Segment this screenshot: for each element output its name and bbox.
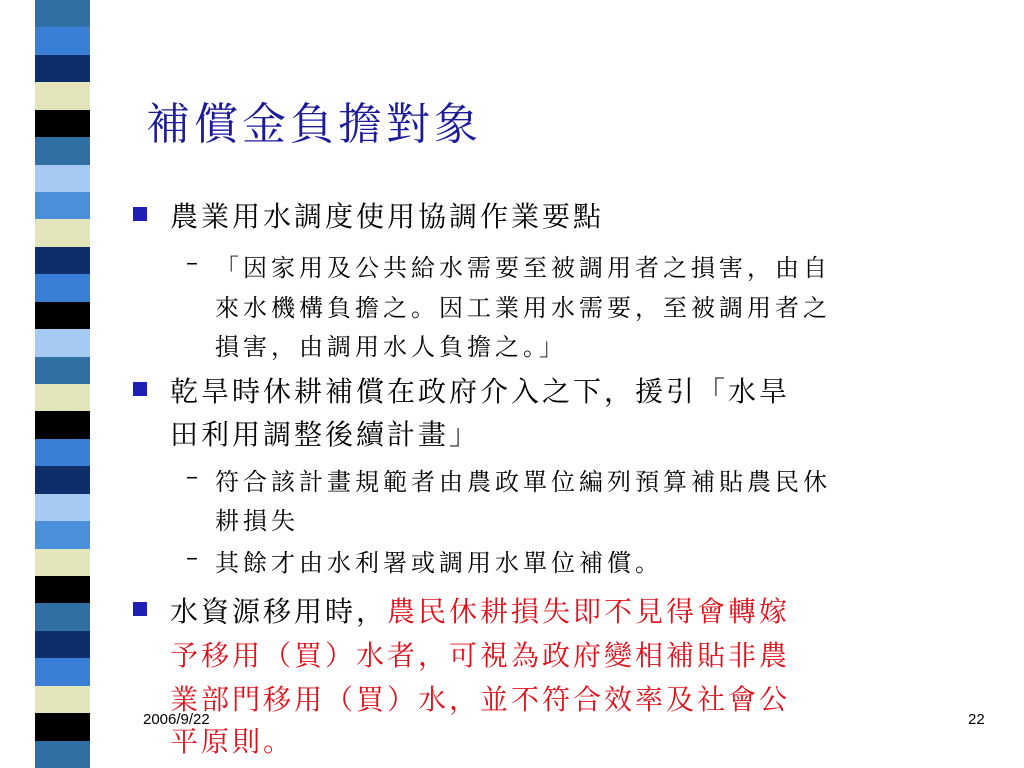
stripe-segment [35, 110, 90, 138]
stripe-segment [35, 55, 90, 83]
bullet-2-line-2: 田利用調整後續計畫」 [170, 418, 481, 451]
bullet-2-line-1: 乾旱時休耕補償在政府介入之下，援引「水旱 [170, 375, 791, 408]
sub-2-1-line-1: 符合該計畫規範者由農政單位編列預算補貼農民休 [215, 468, 831, 496]
sub-1-1-line-3: 損害，由調用水人負擔之。」 [215, 333, 567, 361]
sub-2-2-line-1: 其餘才由水利署或調用水單位補償。 [215, 549, 663, 577]
bullet-3-line-4: 平原則。 [170, 725, 295, 758]
dash-icon: – [186, 248, 198, 276]
stripe-segment [35, 192, 90, 220]
sub-1-1-line-1: 「因家用及公共給水需要至被調用者之損害，由自 [215, 254, 831, 282]
stripe-segment [35, 27, 90, 55]
bullet-square-icon [133, 207, 147, 221]
dash-icon: – [186, 462, 198, 490]
sub-1-1-line-2: 來水機構負擔之。因工業用水需要，至被調用者之 [215, 294, 831, 322]
stripe-segment [35, 384, 90, 412]
stripe-segment [35, 165, 90, 193]
stripe-segment [35, 658, 90, 686]
dash-icon: – [186, 543, 198, 571]
stripe-segment [35, 466, 90, 494]
stripe-segment [35, 274, 90, 302]
stripe-segment [35, 603, 90, 631]
stripe-segment [35, 576, 90, 604]
stripe-segment [35, 357, 90, 385]
bullet-3-line-1 [170, 590, 790, 630]
stripe-segment [35, 329, 90, 357]
stripe-segment [35, 713, 90, 741]
stripe-segment [35, 82, 90, 110]
bullet-3-line-3: 業部門移用（買）水，並不符合效率及社會公 [170, 683, 791, 716]
stripe-segment [35, 494, 90, 522]
bullet-3-prefix: 水資源移用時， [170, 595, 388, 628]
footer-date: 2006/9/22 [143, 711, 210, 728]
bullet-3-line-2: 予移用（買）水者，可視為政府變相補貼非農 [170, 639, 791, 672]
stripe-segment [35, 521, 90, 549]
decorative-stripe [35, 0, 90, 768]
stripe-segment [35, 686, 90, 714]
bullet-3-emphasis: 農民休耕損失即不見得會轉嫁 [387, 595, 791, 628]
stripe-segment [35, 137, 90, 165]
stripe-segment [35, 741, 90, 768]
stripe-segment [35, 0, 90, 28]
footer-page-number: 22 [968, 711, 985, 728]
stripe-segment [35, 411, 90, 439]
stripe-segment [35, 219, 90, 247]
bullet-square-icon [133, 382, 147, 396]
stripe-segment [35, 549, 90, 577]
stripe-segment [35, 631, 90, 659]
bullet-1-text: 農業用水調度使用協調作業要點 [170, 200, 605, 233]
stripe-segment [35, 247, 90, 275]
stripe-segment [35, 439, 90, 467]
sub-2-1-line-2: 耕損失 [215, 507, 299, 535]
slide-title: 補償金負擔對象 [146, 99, 482, 150]
bullet-square-icon [133, 602, 147, 616]
stripe-segment [35, 302, 90, 330]
